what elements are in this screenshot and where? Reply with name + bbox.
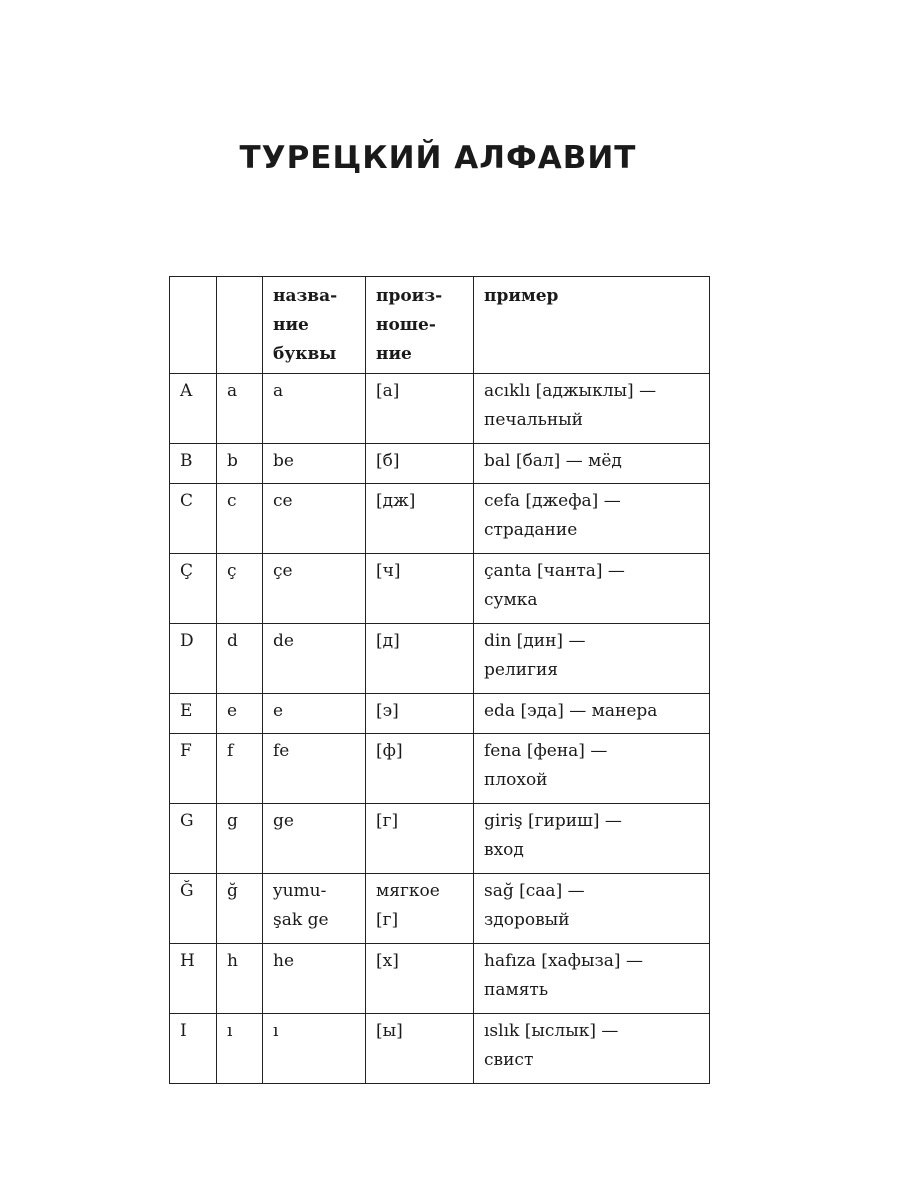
example: çanta [чанта] — сумка bbox=[474, 554, 710, 624]
letter-name: çe bbox=[263, 554, 366, 624]
lower-letter: d bbox=[217, 624, 263, 694]
pronunciation: [а] bbox=[366, 374, 474, 444]
pronunciation: [э] bbox=[366, 694, 474, 734]
lower-letter: ğ bbox=[217, 874, 263, 944]
header-example: пример bbox=[474, 277, 710, 374]
letter-name: be bbox=[263, 444, 366, 484]
table-row bbox=[170, 554, 710, 624]
letter-name: ge bbox=[263, 804, 366, 874]
example: hafıza [хафыза] — память bbox=[474, 944, 710, 1014]
pronunciation: [г] bbox=[366, 804, 474, 874]
pronunciation: [ч] bbox=[366, 554, 474, 624]
upper-letter: B bbox=[170, 444, 217, 484]
table-row bbox=[170, 734, 710, 804]
example: cefa [джефа] — страдание bbox=[474, 484, 710, 554]
lower-letter: b bbox=[217, 444, 263, 484]
example: ıslık [ыслык] — свист bbox=[474, 1014, 710, 1084]
lower-letter: e bbox=[217, 694, 263, 734]
letter-name: de bbox=[263, 624, 366, 694]
example: fena [фена] — плохой bbox=[474, 734, 710, 804]
example: eda [эда] — манера bbox=[474, 694, 710, 734]
upper-letter: H bbox=[170, 944, 217, 1014]
pronunciation: мягкое [г] bbox=[366, 874, 474, 944]
letter-name: ı bbox=[263, 1014, 366, 1084]
header-lower bbox=[217, 277, 263, 374]
lower-letter: ç bbox=[217, 554, 263, 624]
pronunciation: [ы] bbox=[366, 1014, 474, 1084]
pronunciation: [х] bbox=[366, 944, 474, 1014]
example: sağ [саа] — здоровый bbox=[474, 874, 710, 944]
pronunciation: [д] bbox=[366, 624, 474, 694]
pronunciation: [дж] bbox=[366, 484, 474, 554]
upper-letter: F bbox=[170, 734, 217, 804]
lower-letter: f bbox=[217, 734, 263, 804]
table-row bbox=[170, 944, 710, 1014]
example: giriş [гириш] — вход bbox=[474, 804, 710, 874]
table-row bbox=[170, 1014, 710, 1084]
upper-letter: A bbox=[170, 374, 217, 444]
lower-letter: ı bbox=[217, 1014, 263, 1084]
lower-letter: g bbox=[217, 804, 263, 874]
example: acıklı [аджыклы] — печальный bbox=[474, 374, 710, 444]
table-row bbox=[170, 484, 710, 554]
table-row bbox=[170, 444, 710, 484]
upper-letter: D bbox=[170, 624, 217, 694]
letter-name: fe bbox=[263, 734, 366, 804]
pronunciation: [б] bbox=[366, 444, 474, 484]
table-row bbox=[170, 874, 710, 944]
table-row bbox=[170, 694, 710, 734]
lower-letter: c bbox=[217, 484, 263, 554]
letter-name: ce bbox=[263, 484, 366, 554]
upper-letter: C bbox=[170, 484, 217, 554]
header-upper bbox=[170, 277, 217, 374]
table-row bbox=[170, 804, 710, 874]
letter-name: he bbox=[263, 944, 366, 1014]
letter-name: a bbox=[263, 374, 366, 444]
upper-letter: Ğ bbox=[170, 874, 217, 944]
pronunciation: [ф] bbox=[366, 734, 474, 804]
lower-letter: a bbox=[217, 374, 263, 444]
letter-name: e bbox=[263, 694, 366, 734]
example: din [дин] — религия bbox=[474, 624, 710, 694]
table-row bbox=[170, 624, 710, 694]
upper-letter: I bbox=[170, 1014, 217, 1084]
page-title: ТУРЕЦКИЙ АЛФАВИТ bbox=[239, 140, 637, 176]
header-pronunciation: произ- ноше- ние bbox=[366, 277, 474, 374]
example: bal [бал] — мёд bbox=[474, 444, 710, 484]
lower-letter: h bbox=[217, 944, 263, 1014]
alphabet-table bbox=[169, 276, 710, 1084]
header-letter-name: назва- ние буквы bbox=[263, 277, 366, 374]
letter-name: yumu- şak ge bbox=[263, 874, 366, 944]
table-header-row bbox=[170, 277, 710, 374]
upper-letter: Ç bbox=[170, 554, 217, 624]
table-row bbox=[170, 374, 710, 444]
upper-letter: G bbox=[170, 804, 217, 874]
upper-letter: E bbox=[170, 694, 217, 734]
